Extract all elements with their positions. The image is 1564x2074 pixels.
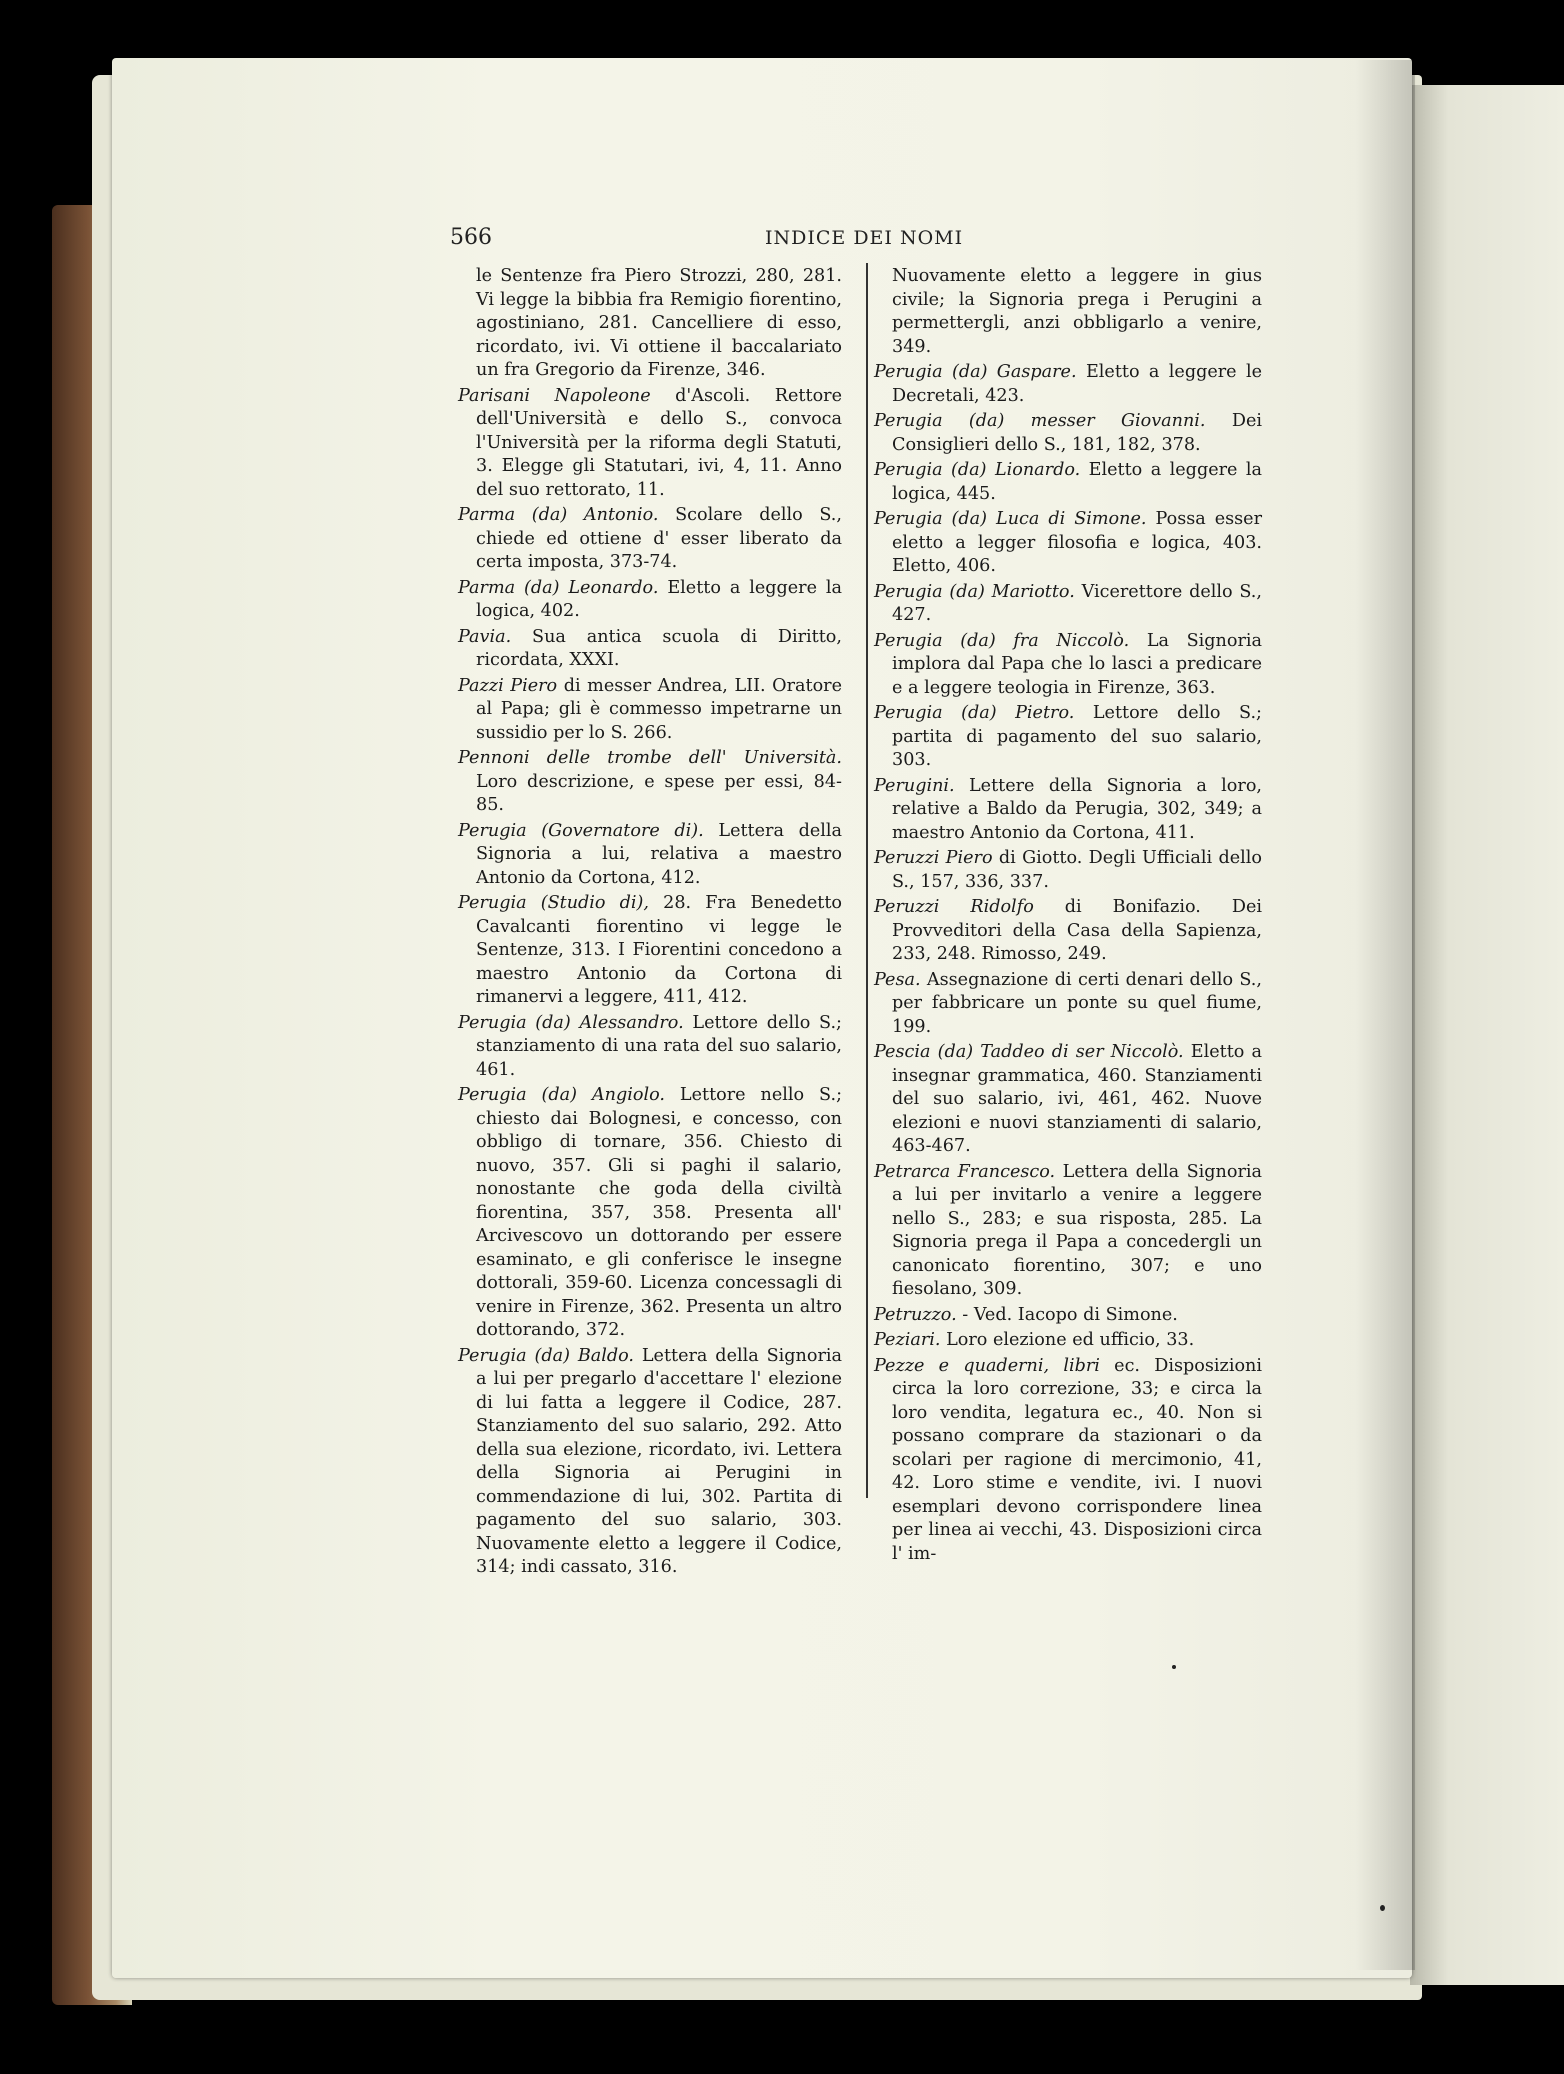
entry-text: le Sentenze fra Piero Strozzi, 280, 281. Vi legge la bibbia fra Remigio fiorentino, agostiniano, 281. Cancelliere di esso, ricordato, ivi. Vi ottiene il baccalariato un fra Gregorio da Firenze, 346. <box>476 266 842 380</box>
page-number: 566 <box>450 225 492 250</box>
entry-headword: Parma (da) Leonardo. <box>458 577 659 598</box>
entry-headword: Pennoni delle trombe dell' Università. <box>458 748 842 768</box>
index-entry <box>458 1012 842 1083</box>
index-entry <box>458 1345 842 1580</box>
entry-headword: Perugia (Studio di), <box>458 893 649 913</box>
index-column-right <box>874 265 1262 1568</box>
index-entry <box>874 361 1262 408</box>
facing-page <box>1410 85 1564 1985</box>
index-entry <box>874 1161 1262 1302</box>
index-entry <box>874 1329 1262 1353</box>
index-entry <box>874 581 1262 628</box>
entry-headword: Perugia (da) Lionardo. <box>874 460 1081 480</box>
entry-headword: Parisani Napoleone <box>458 385 651 406</box>
entry-text: - Ved. Iacopo di Simone. <box>956 1304 1178 1325</box>
entry-headword: Pesa. <box>874 969 921 990</box>
index-entry <box>874 969 1262 1040</box>
entry-headword: Petruzzo. <box>874 1304 957 1325</box>
index-entry <box>458 577 842 624</box>
entry-text: Lettore dello S.; partita di pagamento del suo salario, 303. <box>892 703 1262 770</box>
index-entry <box>874 410 1262 457</box>
index-entry <box>874 459 1262 506</box>
entry-headword: Perugia (da) Mariotto. <box>874 581 1075 602</box>
running-title: INDICE DEI NOMI <box>765 227 964 249</box>
entry-text: La Signoria implora dal Papa che lo lasci a predicare e a leggere teologia in Firenze, 363. <box>892 630 1263 698</box>
entry-headword: Petrarca Francesco. <box>874 1161 1056 1182</box>
entry-text: Eletto a insegnar grammatica, 460. Stanziamenti del suo salario, ivi, 461, 462. Nuove elezioni e nuovi stanziamenti di salario, 463-467. <box>892 1042 1262 1156</box>
index-entry <box>458 892 842 1010</box>
entry-text: Possa esser eletto a legger filosofia e logica, 403. Eletto, 406. <box>892 509 1263 576</box>
index-entry-continuation <box>458 265 842 383</box>
entry-text: di Bonifazio. Dei Provveditori della Casa della Sapienza, 233, 248. Rimosso, 249. <box>892 897 1262 964</box>
entry-headword: Perugia (da) Angiolo. <box>458 1085 665 1105</box>
entry-text: Eletto a leggere la logica, 445. <box>892 460 1263 504</box>
entry-headword: Perugia (da) fra Niccolò. <box>874 630 1130 651</box>
entry-headword: Peziari. <box>874 1330 941 1350</box>
index-entry <box>458 504 842 575</box>
index-entry-continuation <box>874 265 1262 359</box>
entry-text: Sua antica scuola di Diritto, ricordata, XXXI. <box>476 626 842 670</box>
index-column-left <box>458 265 842 1582</box>
entry-text: Loro elezione ed ufficio, 33. <box>940 1330 1195 1350</box>
entry-headword: Perugia (da) Pietro. <box>874 703 1075 723</box>
page-header <box>450 225 1290 255</box>
entry-headword: Perugia (da) messer Giovanni. <box>874 411 1206 431</box>
index-entry <box>874 702 1262 773</box>
entry-text: Eletto a leggere la logica, 402. <box>476 577 843 621</box>
entry-text: ec. Disposizioni circa la loro correzione, 33; e circa la loro vendita, legatura ec., 40. Non si possano comprare da stazionari o da scolari per ragione di mercimonio, 41, 42. Loro stime e vendite, ivi. I nuovi esemplari devono corrispondere linea per linea ai vecchi, 43. Disposizioni circa l' im- <box>892 1355 1262 1564</box>
index-entry <box>458 626 842 673</box>
entry-text: Lettera della Signoria a lui per invitarlo a venire a leggere nello S., 283; e sua risposta, 285. La Signoria prega il Papa a concedergli un canonicato fiorentino, 307; e uno fiesolano, 309. <box>892 1161 1262 1299</box>
entry-headword: Pezze e quaderni, libri <box>874 1355 1100 1376</box>
index-entry <box>458 820 842 891</box>
column-rule <box>866 263 868 1498</box>
ink-speck <box>1380 1905 1385 1911</box>
entry-headword: Peruzzi Piero <box>874 848 993 868</box>
entry-text: Lettera della Signoria a lui, relativa a maestro Antonio da Cortona, 412. <box>476 820 842 888</box>
entry-headword: Perugia (da) Luca di Simone. <box>874 509 1147 529</box>
entry-headword: Pavia. <box>458 626 512 647</box>
entry-text: Lettere della Signoria a loro, relative a Baldo da Perugia, 302, 349; a maestro Antonio da Cortona, 411. <box>892 775 1262 843</box>
entry-text: Assegnazione di certi denari dello S., per fabbricare un ponte su quel fiume, 199. <box>892 969 1262 1037</box>
index-entry <box>874 896 1262 967</box>
entry-text: Vicerettore dello S., 427. <box>892 581 1262 625</box>
ink-speck <box>1172 1665 1176 1669</box>
entry-text: di messer Andrea, LII. Oratore al Papa; gli è commesso impetrarne un sussidio per lo S. 266. <box>476 675 842 743</box>
entry-text: Scolare dello S., chiede ed ottiene d' esser liberato da certa imposta, 373-74. <box>476 505 842 572</box>
index-entry <box>874 1355 1262 1567</box>
index-entry <box>458 675 842 746</box>
index-entry <box>874 1041 1262 1159</box>
entry-text: Nuovamente eletto a leggere in gius civile; la Signoria prega i Perugini a permettergli, anzi obbligarlo a venire, 349. <box>892 266 1262 357</box>
index-entry <box>458 1084 842 1343</box>
entry-headword: Perugia (da) Baldo. <box>458 1345 634 1366</box>
index-entry <box>874 1304 1262 1328</box>
entry-text: Loro descrizione, e spese per essi, 84-85. <box>476 771 842 815</box>
entry-text: Lettore dello S.; stanziamento di una rata del suo salario, 461. <box>476 1012 842 1080</box>
entry-text: Lettore nello S.; chiesto dai Bolognesi, e concesso, con obbligo di tornare, 356. Chiesto di nuovo, 357. Gli si paghi il salario, nonostante che goda della civiltà fiorentina, 357, 358. Presenta all' Arcivescovo un dottorando per essere esaminato, e gli conferisce le insegne dottorali, 359-60. Licenza concessagli di venire in Firenze, 362. Presenta un altro dottorando, 372. <box>476 1085 843 1340</box>
entry-headword: Pescia (da) Taddeo di ser Niccolò. <box>874 1042 1184 1062</box>
index-entry <box>874 847 1262 894</box>
index-entry <box>874 508 1262 579</box>
entry-text: Lettera della Signoria a lui per pregarlo d'accettare l' elezione di lui fatta a leggere il Codice, 287. Stanziamento del suo salario, 292. Atto della sua elezione, ricordato, ivi. Lettera della Signoria ai Perugini in commendazione di lui, 302. Partita di pagamento del suo salario, 303. Nuovamente eletto a leggere il Codice, 314; indi cassato, 316. <box>476 1345 842 1577</box>
entry-headword: Perugia (da) Alessandro. <box>458 1012 684 1033</box>
index-entry <box>458 385 842 503</box>
entry-headword: Peruzzi Ridolfo <box>874 897 1034 917</box>
entry-text: di Giotto. Degli Ufficiali dello S., 157, 336, 337. <box>892 848 1263 892</box>
entry-text: Eletto a leggere le Decretali, 423. <box>892 362 1263 406</box>
entry-headword: Perugini. <box>874 775 955 796</box>
entry-headword: Pazzi Piero <box>458 675 558 696</box>
index-entry <box>874 630 1262 701</box>
index-entry <box>874 775 1262 846</box>
spine-shadow <box>1355 60 1415 1970</box>
entry-text: 28. Fra Benedetto Cavalcanti fiorentino vi legge le Sentenze, 313. I Fiorentini concedono a maestro Antonio da Cortona di rimanervi a leggere, 411, 412. <box>476 893 842 1007</box>
entry-headword: Perugia (da) Gaspare. <box>874 362 1077 382</box>
entry-text: Dei Consiglieri dello S., 181, 182, 378. <box>892 411 1262 455</box>
index-entry <box>458 747 842 818</box>
entry-headword: Perugia (Governatore di). <box>458 820 704 841</box>
entry-headword: Parma (da) Antonio. <box>458 505 659 525</box>
entry-text: d'Ascoli. Rettore dell'Università e dello S., convoca l'Università per la riforma degli Statuti, 3. Elegge gli Statutari, ivi, 4, 11. Anno del suo rettorato, 11. <box>476 385 842 500</box>
